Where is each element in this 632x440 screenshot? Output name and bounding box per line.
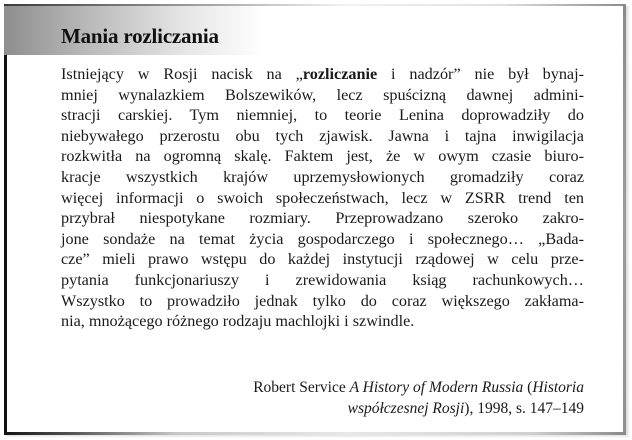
paragraph-line: jone sondaże na temat życia gospodarczego i społecznego… „Bada- — [61, 229, 584, 248]
paragraph-line: więcej informacji o swoich społeczeństwach, lecz w ZSRR trend ten — [61, 188, 584, 207]
frame-right-shadow — [626, 6, 630, 437]
emphasized-term: rozliczanie — [302, 65, 378, 83]
box-title: Mania rozliczania — [61, 24, 219, 48]
paragraph-line: kracje wszystkich krajów uprzemysłowionych gromadziły coraz — [61, 167, 584, 186]
publication-details: ), 1998, s. 147–149 — [464, 400, 584, 417]
attribution-line-1 — [253, 377, 584, 398]
paragraph-line: Wszystko to prowadziło jednak tylko do coraz większego zakłama- — [61, 291, 584, 310]
paragraph-line: stracji carskiej. Tym niemniej, to teorie Lenina doprowadziły do — [61, 106, 584, 125]
line-text: i nadzór” nie był bynaj- — [377, 65, 584, 83]
line-text: Istniejący w Rosji nacisk na „ — [61, 65, 303, 83]
source-attribution — [253, 377, 584, 419]
book-title-en: A History of Modern Russia — [349, 379, 524, 396]
paragraph-line: mniej wynalazkiem Bolszewików, lecz spuścizną dawnej admini- — [61, 85, 584, 104]
attribution-line-2 — [253, 398, 584, 419]
frame-left-border — [4, 55, 7, 434]
paren: ( — [523, 379, 533, 396]
frame-bottom-shadow — [6, 435, 628, 438]
paragraph-line — [61, 64, 584, 85]
paragraph-line: rozkwitła na ogromną skalę. Faktem jest, że w owym czasie biuro- — [61, 147, 584, 166]
paragraph-line: cze” mieli prawo wstępu do każdej instytucji rządowej w celu prze- — [61, 250, 584, 269]
quote-paragraph — [61, 64, 584, 332]
book-title-pl-part1: Historia — [532, 379, 584, 396]
author-name: Robert Service — [253, 379, 350, 396]
frame-top-border — [4, 4, 624, 6]
paragraph-line: nia, mnożącego różnego rodzaju machlojki i szwindle. — [61, 312, 415, 331]
paragraph-line: pytania funkcjonariuszy i zrewidowania ksiąg rachunkowych… — [61, 270, 584, 289]
paragraph-line: niebywałego przerostu obu tych zjawisk. Jawna i tajna inwigilacja — [61, 126, 584, 145]
book-title-pl-part2: współczesnej Rosji — [347, 400, 465, 417]
paragraph-line: przybrał niespotykane rozmiary. Przeprowadzano szeroko zakro- — [61, 209, 584, 228]
